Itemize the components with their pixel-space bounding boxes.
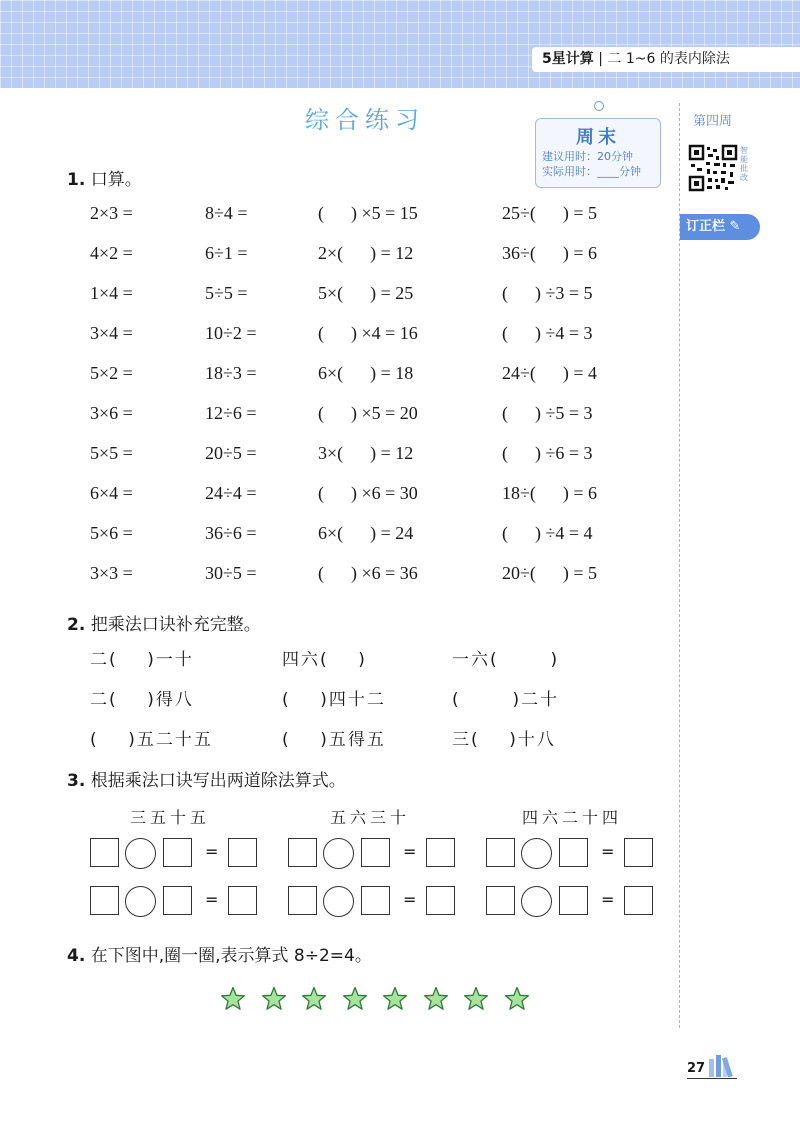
q1-heading — [67, 165, 142, 190]
q1-expression[interactable]: 2×3 = — [90, 203, 133, 223]
q1-expression[interactable]: 5×5 = — [90, 443, 133, 463]
equals-sign: = — [205, 842, 219, 861]
q4-heading — [67, 941, 372, 966]
q2-number: 2. — [67, 615, 86, 635]
q1-expression[interactable]: 6×( ) = 18 — [318, 363, 414, 383]
answer-box[interactable] — [426, 838, 455, 867]
q3-verse: 四六二十四 — [522, 808, 623, 827]
equals-sign: = — [601, 890, 615, 909]
answer-box[interactable] — [426, 886, 455, 915]
answer-box[interactable] — [288, 838, 317, 867]
q1-expression[interactable]: 24÷4 = — [205, 483, 257, 503]
q1-expression[interactable]: ( ) ×4 = 16 — [318, 323, 418, 343]
q1-expression[interactable]: 30÷5 = — [205, 563, 257, 583]
q1-expression[interactable]: 2×( ) = 12 — [318, 243, 414, 263]
q1-row — [0, 443, 680, 473]
q1-row — [0, 323, 680, 353]
star-icon[interactable] — [301, 986, 327, 1012]
q2-verse-blank[interactable]: ( )四十二 — [282, 690, 386, 710]
q1-expression[interactable]: 4×2 = — [90, 243, 133, 263]
q4-number: 4. — [67, 946, 86, 966]
q1-row — [0, 483, 680, 513]
divider: | — [598, 51, 603, 67]
q2-verse-blank[interactable]: 一六( ) — [452, 650, 560, 670]
operator-circle[interactable] — [521, 886, 552, 917]
q1-row — [0, 563, 680, 593]
answer-box[interactable] — [486, 886, 515, 915]
q2-verse-blank[interactable]: 四六( ) — [282, 650, 367, 670]
q2-verse-blank[interactable]: 三( )十八 — [452, 730, 556, 750]
q2-heading — [67, 610, 261, 635]
answer-box[interactable] — [361, 838, 390, 867]
chapter-label: 二 1~6 的表内除法 — [607, 51, 730, 67]
q1-expression[interactable]: 10÷2 = — [205, 323, 257, 343]
answer-box[interactable] — [624, 886, 653, 915]
q1-expression[interactable]: 5×( ) = 25 — [318, 283, 414, 303]
header-band — [0, 0, 800, 88]
q1-expression[interactable]: 20÷5 = — [205, 443, 257, 463]
q1-expression[interactable]: 6×( ) = 24 — [318, 523, 414, 543]
q1-expression[interactable]: ( ) ÷4 = 3 — [502, 323, 593, 343]
q1-title: 口算。 — [90, 170, 142, 190]
weekend-title: 周末 — [576, 127, 620, 148]
correction-tab[interactable] — [680, 214, 760, 240]
star-icon[interactable] — [423, 986, 449, 1012]
q1-row — [0, 523, 680, 553]
q1-expression[interactable]: ( ) ×5 = 20 — [318, 403, 418, 423]
equals-sign: = — [205, 890, 219, 909]
equals-sign: = — [403, 842, 417, 861]
q1-expression[interactable]: 6×4 = — [90, 483, 133, 503]
operator-circle[interactable] — [323, 886, 354, 917]
weekend-card — [535, 118, 661, 188]
qr-caption: 智能批改 — [740, 146, 748, 182]
q1-expression[interactable]: ( ) ÷5 = 3 — [502, 403, 593, 423]
chapter-tag — [532, 47, 800, 72]
answer-box[interactable] — [228, 886, 257, 915]
week-label: 第四周 — [693, 114, 733, 129]
q1-expression[interactable]: ( ) ÷4 = 4 — [502, 523, 593, 543]
answer-box[interactable] — [90, 886, 119, 915]
q1-expression[interactable]: 36÷6 = — [205, 523, 257, 543]
q3-verse: 五六三十 — [330, 808, 411, 827]
suggested-time: 建议用时：20分钟 — [542, 150, 633, 163]
q3-verse: 三五十五 — [130, 808, 211, 827]
q3-title: 根据乘法口诀写出两道除法算式。 — [90, 771, 346, 791]
q1-expression[interactable]: 36÷( ) = 6 — [502, 243, 598, 263]
q1-expression[interactable]: 5×2 = — [90, 363, 133, 383]
q1-row — [0, 203, 680, 233]
q3-number: 3. — [67, 771, 86, 791]
correction-label: 订正栏 — [686, 219, 726, 234]
qr-code-icon[interactable] — [688, 144, 738, 192]
operator-circle[interactable] — [125, 886, 156, 917]
pencil-icon: ✎ — [729, 219, 741, 234]
q1-expression[interactable]: ( ) ÷3 = 5 — [502, 283, 593, 303]
answer-box[interactable] — [624, 838, 653, 867]
brand-label: 5星计算 — [542, 51, 594, 67]
q1-expression[interactable]: 3×3 = — [90, 563, 133, 583]
q1-expression[interactable]: 3×6 = — [90, 403, 133, 423]
q1-expression[interactable]: 5÷5 = — [205, 283, 248, 303]
q2-verse-blank[interactable]: 二( )一十 — [90, 650, 194, 670]
q2-title: 把乘法口诀补充完整。 — [90, 615, 261, 635]
q1-expression[interactable]: 8÷4 = — [205, 203, 248, 223]
q2-verse-blank[interactable]: ( )五二十五 — [90, 730, 213, 750]
q2-verse-blank[interactable]: 二( )得八 — [90, 690, 194, 710]
page-number-underline — [687, 1078, 737, 1079]
q3-heading — [67, 766, 346, 791]
answer-box[interactable] — [228, 838, 257, 867]
q1-expression[interactable]: 5×6 = — [90, 523, 133, 543]
q1-expression[interactable]: 18÷3 = — [205, 363, 257, 383]
q1-expression[interactable]: 3×( ) = 12 — [318, 443, 414, 463]
q1-expression[interactable]: 25÷( ) = 5 — [502, 203, 598, 223]
q1-expression[interactable]: 6÷1 = — [205, 243, 248, 263]
q1-expression[interactable]: 20÷( ) = 5 — [502, 563, 598, 583]
q1-expression[interactable]: 24÷( ) = 4 — [502, 363, 598, 383]
q1-expression[interactable]: 12÷6 = — [205, 403, 257, 423]
answer-box[interactable] — [90, 838, 119, 867]
answer-box[interactable] — [486, 838, 515, 867]
answer-box[interactable] — [559, 886, 588, 915]
operator-circle[interactable] — [521, 838, 552, 869]
q1-expression[interactable]: ( ) ×6 = 36 — [318, 563, 418, 583]
star-icon[interactable] — [220, 986, 246, 1012]
answer-box[interactable] — [163, 838, 192, 867]
q1-row — [0, 363, 680, 393]
star-icon[interactable] — [463, 986, 489, 1012]
q1-expression[interactable]: ( ) ×6 = 30 — [318, 483, 418, 503]
q1-expression[interactable]: 1×4 = — [90, 283, 133, 303]
star-icon[interactable] — [504, 986, 530, 1012]
page-number: 27 — [687, 1061, 706, 1076]
books-icon — [708, 1053, 738, 1077]
actual-time: 实际用时：____分钟 — [542, 165, 641, 178]
q1-expression[interactable]: 18÷( ) = 6 — [502, 483, 598, 503]
equals-sign: = — [601, 842, 615, 861]
star-icon[interactable] — [382, 986, 408, 1012]
q1-row — [0, 283, 680, 313]
answer-box[interactable] — [288, 886, 317, 915]
operator-circle[interactable] — [125, 838, 156, 869]
q1-expression[interactable]: ( ) ×5 = 15 — [318, 203, 418, 223]
star-icon[interactable] — [342, 986, 368, 1012]
q1-expression[interactable]: 3×4 = — [90, 323, 133, 343]
q4-title: 在下图中,圈一圈,表示算式 8÷2=4。 — [90, 946, 372, 966]
q2-verse-blank[interactable]: ( )二十 — [452, 690, 560, 710]
q1-row — [0, 403, 680, 433]
answer-box[interactable] — [559, 838, 588, 867]
operator-circle[interactable] — [323, 838, 354, 869]
q1-number: 1. — [67, 170, 86, 190]
answer-box[interactable] — [163, 886, 192, 915]
q2-verse-blank[interactable]: ( )五得五 — [282, 730, 386, 750]
pin-icon — [594, 101, 604, 111]
page-title: 综合练习 — [305, 106, 425, 134]
q1-expression[interactable]: ( ) ÷6 = 3 — [502, 443, 593, 463]
answer-box[interactable] — [361, 886, 390, 915]
star-icon[interactable] — [261, 986, 287, 1012]
q1-row — [0, 243, 680, 273]
equals-sign: = — [403, 890, 417, 909]
